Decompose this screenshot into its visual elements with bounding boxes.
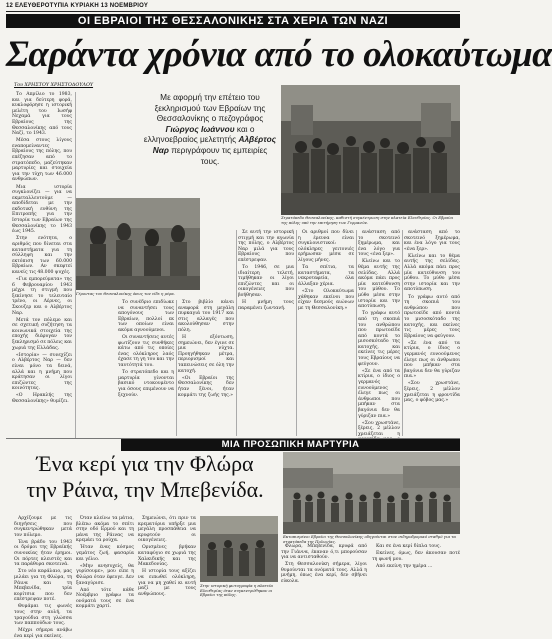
photo-square [200,516,278,582]
photo-caption-top: Στρατόπεδο Θεσσαλονίκης, καθιστή συγκέντρωση στην πλατεία Ελευθερίας. Οι Εβραίοι της πόλης υπό την επιτήρηση των Γερμανών. [281,215,454,225]
column-divider [236,230,237,436]
column-divider [356,230,357,436]
intro-name-ioannou: Γιώργος Ιωάννου [165,123,235,134]
paragraph: Φλώρα, Μπεβενίδα, κρυφά από την Γιάννα, έκαναν ό,τι μπορούσαν για να αντισταθούν. [281,544,367,561]
paragraph: «Σου χρωστάνε, ξέρεις, 2 μέλλον χρειάζεται η φροντίδα μας, ο φόβος μας.» [404,381,460,404]
article-intro [143,92,277,197]
paragraph: Στο βιβλίο κάνει αναφορά στη μεγάλη πυρκαγιά του 1917 και στις αλλαγές που ακολούθησαν στην πόλη. [178,300,234,333]
paragraph: ανάσταση από το σκοτεινό ξημέρωμα, και ένα λόγο για τους «ένα ξερ». [358,230,400,258]
photo-deportation [283,452,460,534]
paragraph: «Σου χρωστάνε, ξέρεις, 2 μέλλον χρειάζεται η [358,420,400,437]
paragraph: Ήταν ένας κόσμος γεμάτος ζωή, φασαρία και γέλιο. [76,545,134,562]
photo-caption-mid: Γέροντας του Θεσσαλονίκης όπως τον είδε η μέρα. [76,291,176,296]
article-column-4 [238,230,294,436]
paragraph: Αρχίζουμε με τις διηγήσεις που συγκεντρώθηκαν μετά τον πόλεμο. [14,516,72,538]
paragraph: Η μνήμη τους παραμένει ζωντανή. [238,300,294,311]
paragraph: Το στρατόπεδο και η μαρτυρία γίνονται βασικό ντοκουμέντο για όσους επιμένουν να ξεχνούν. [118,370,174,398]
photo-caption-bottom-2: Στην ιστορική φωτογραφία η πλατεία Ελευθερίας όταν συγκεντρώθηκαν οι Εβραίοι της πόλης. [200,583,273,598]
paragraph: Η εξόντωση, σημειώνει, δεν έγινε σε μια νύχτα. Προηγήθηκαν μέτρα, περιορισμοί και ταπεινώσεις σε όλη την κατοχή. [178,335,234,374]
main-headline: Σαράντα χρόνια από το ολοκαύτωμα [6,34,552,75]
intro-mid: και ο ελληνοεβραίος μελετητής [143,123,255,145]
paragraph: Το συνέδριο επιδίωκε να συναντήσει τους απογόνους των Εβραίων, πολλοί εκ των οποίων είναι ακόμα αγνοούμενοι. [118,300,174,333]
paragraph: Η ιστορία τους αξίζει να ειπωθεί ολόκληρη, για να μη χαθεί κι αυτή μαζί με τους ανθρώπους. [138,569,196,597]
testimony-column-1 [14,516,72,639]
paragraph: Και σε ένα κερί δίπλα τους. [376,544,441,549]
kicker-banner: ΟΙ ΕΒΡΑΙΟΙ ΤΗΣ ΘΕΣΣΑΛΟΝΙΚΗΣ ΣΤΑ ΧΕΡΙΑ ΤΩΝ ΝΑΖΙ [6,14,460,28]
paragraph: Στο νέο κεφάλαιο, μας μιλάει για τη Φλώρα, τη Ράινα και τη Μπεβενίδα, τρία κορίτσια που δεν επέστρεψαν ποτέ. [14,569,72,603]
paragraph: Όταν κλείνω τα μάτια, βλέπω ακόμα το σπίτι στην οδό Ερμού και τη μάνα της Ράινας να κρεμάει τα ρούχα. [76,516,134,544]
paragraph: Κλείνω και το θέμα αυτής της σελίδας. Αλλά ακόμα πάει προς μία κατεύθυνση του μύθου. Το μύθο μέσα στην ιστορία και την αποτύπωση. [358,259,400,310]
paragraph: ανάσταση από το σκοτεινό ξημέρωμα, και ένα λόγο για τους «ένα ξερ». [404,230,460,252]
testimony-column-2 [76,516,134,610]
paragraph: Οι αριθμοί που δίνει η έρευνα είναι συγκλονιστικοί: ολόκληρες γειτονιές ερήμωσαν μέσα σε λίγους μήνες. [298,230,354,263]
paragraph: Εκείνες, όμως, δεν άκουσαν ποτέ τη φωνή μου. [372,551,460,562]
paragraph: Κλείνω και το θέμα αυτής της σελίδας. Αλλά ακόμα πάει προς μία κατεύθυνση του μύθου. Το μύθο μέσα στην ιστορία και την αποτύπωση. [404,253,460,293]
paragraph: Μέχρι σήμερα ανάβω ένα κερί για εκείνες. [14,628,72,639]
photo-soldiers [76,198,200,290]
article-column-3 [178,300,234,436]
paragraph: «Οι Εβραίοι της Θεσσαλονίκης δεν ήταν ξένοι, ήταν κομμάτι της ζωής της.» [178,375,234,398]
testimony-column-3 [138,516,196,598]
column-divider [296,230,297,436]
paragraph: «Σε ένα από τα κτίρια, ο ίδιος ο γερμανός ευνοούμενος έλεγε πως οι άνθρωποι που μπήκαν στα βαγόνια δεν θα γύριζαν πια.» [404,340,460,380]
paragraph: Θυμάμαι τις φωνές τους στην αυλή, τα τραγούδια στη γλώσσα των παππούδων τους. [14,604,72,627]
column-divider [75,92,76,438]
paragraph: Μέσα στους λίγους εναπομείναντες Εβραίους της πόλης, που επέζησαν από το στρατόπεδο, μαζεύτηκαν μαρτυρίες και στοιχεία για την τύχη των 46.000 ανθρώπων. [12,138,72,183]
paragraph: Οι συναντήσεις αυτές φωτίζουν τις συνθήκες κάτω από τις οποίες ένας ολόκληρος λαός έχασε τη γη του και την ταυτότητά του. [118,335,174,369]
testimony-column-5 [372,544,460,598]
paragraph: Μια ιστορία συγκλονίζει — για να εκμεταλλευτούμε — αποδίδεται με την εκδοτική ευθύνη της Επιτροπής για την Ιστορία των Εβραίων της Θεσσαλονίκης το 1943 έως 1945. [12,184,72,235]
paragraph: «Ιστορία» — συνεχίζει ο Αλβέρτος Ναρ — δεν είναι μόνο τα δεινά, αλλά και η μνήμη που κράτησαν οι λίγοι επιζώντες της κοινότητας. [12,352,72,392]
paragraph: Το γράφω αυτό από τη σκοπιά του ανθρώπου που πρωτοείδε από κοντά το μισοσκόταδο της κατοχής, και εκείνες τις μέρες τους Εβραίους να φεύγουν. [358,311,400,367]
paragraph: Το Απρίλιο το 1983, και για δεύτερη φορά, κυκλοφόρησε η ιστορική μελέτη του Ιωσήφ Νεχαμά για τους Εβραίους της Θεσσαλονίκης από τους Ναζί, το 1943. [12,92,72,137]
testimony-headline [10,451,280,511]
paragraph: Το γράφω αυτό από τη σκοπιά του ανθρώπου που πρωτοείδε από κοντά το μισοσκόταδο της κατοχής, και εκείνες τις μέρες τους Εβραίους να φεύγουν. [404,294,460,339]
photo-crowd-top [281,85,460,215]
paragraph: «Μην ανησυχείς, θα γυρίσουμε», μου είπε η Φλώρα όταν έφευγε. Δεν ξαναγύρισε. [76,563,134,586]
paragraph: Στη Θεσσαλονίκη σήμερα, λίγοι θυμούνται τα ονόματά τους. Αλλά η μνήμη, όπως ένα κερί, δεν σβήνει εύκολα. [281,562,367,585]
paragraph: Σημειώνει, ότι πριν τα κρεματόρια υπήρξε μια μεγάλη προσπάθεια να κρυφτούν οι οικογένειες. [138,516,196,544]
photo-caption-bottom: Εκτοπισμένοι Εβραίοι της Θεσσαλονίκης οδηγούνται στον σιδηροδρομικό σταθμό για τα στρατόπεδα της Πολωνίας. [283,534,456,544]
intro-tail: περιγράφουν τις εμπειρίες τους. [171,144,268,166]
intro-name-nar: Αλβέρτος Ναρ [152,134,277,155]
column-divider [176,300,177,436]
section-bar-testimony: ΜΙΑ ΠΡΟΣΩΠΙΚΗ ΜΑΡΤΥΡΙΑ [121,439,460,451]
testimony-headline-line2: την Ράινα, την Μπεβενίδα. [26,477,264,502]
testimony-headline-line1: Ένα κερί για την Φλώρα [36,451,254,476]
paragraph: Από τότε κάθε Νοέμβριο γράφω τα ονόματά τους σε ένα κομμάτι χαρτί. [76,587,134,610]
intro-lead: Με αφορμή την επέτειο του ξεκληρισμού των Εβραίων της Θεσσαλονίκης ο πεζογράφος [154,92,266,124]
testimony-column-4 [281,544,367,598]
article-column-1 [12,92,72,438]
paragraph: Στην ενότητα, ο αριθμός που δίνεται στα καταστήματα για τη σύλληψη και την εκτόπιση των 60.000 Εβραίων. Αν σκεφτεί κανείς τις 48.000 ψυχές. [12,236,72,275]
paragraph: Ένα βράδυ του 1943 οι δρόμοι της Εβραϊκής συνοικίας ήταν έρημοι. Οι πόρτες κλειστές και τα παράθυρα σκοτεινά. [14,539,72,568]
article-column-2 [118,300,174,436]
article-column-6 [404,230,460,436]
paragraph: Από εκείνη την ημέρα ... [376,563,433,569]
paragraph: Σε αυτή την ιστορική στιγμή και την αγωνία της πόλης, ο Αλβέρτος Ναρ μιλά για τους Εβραίους που επέστρεψαν. [238,230,294,263]
paragraph: «Στο Ολοκαύτωμα χάθηκαν εκείνοι που είχαν δεσμούς αιώνων με τη Θεσσαλονίκη.» [298,288,354,311]
paragraph: Ορισμένες βρήκαν καταφύγιο σε χωριά της Χαλκιδικής και της Μακεδονίας. [138,545,196,568]
article-column-5 [298,230,354,436]
paragraph: Μετά τον πόλεμο και σε σχετική συζήτηση τα κοινωνικά στοιχεία της εποχής διέφυγαν τον ξεκληρισμό σε πόλεις και χωριά της Ελλάδας. [12,317,72,351]
paragraph: «Ο Ηρακλής της Θεσσαλονίκης» θυμίζει. [12,393,72,404]
byline: Του ΧΡΗΣΤΟΥ ΧΡΗΣΤΟΔΟΥΛΟΥ [14,83,94,88]
paragraph: Τα σπίτια, τα καταστήματα, τα νεκροταφεία, όλα άλλαξαν χέρια. [298,265,354,287]
column-divider [402,230,403,436]
page-folio: 12 ΕΛΕΥΘΕΡΟΤΥΠΙΑ ΚΥΡΙΑΚΗ 13 ΝΟΕΜΒΡΙΟΥ [6,1,460,12]
paragraph: «Σε ένα από τα κτίρια, ο ίδιος ο γερμανός ευνοούμενος έλεγε πως οι άνθρωποι που μπήκαν στα βαγόνια δεν θα γύριζαν πια.» [358,368,400,419]
article-column-5b [358,230,400,436]
paragraph: «Για εμπορεύματα» της 6 Φεβρουαρίου 1943 μέχρι τη στιγμή που ξεκίνησε το τελευταίο τρένο, οι Λέρνες, οι Σκουζερ και ο Αλβέρτος Ναρ. [12,277,72,316]
paragraph: Το 1946, σε μια ιδιαίτερη τελετή, τιμήθηκαν οι λίγοι επιζώντες και οι οικογένειες που βοήθησαν. [238,265,294,299]
